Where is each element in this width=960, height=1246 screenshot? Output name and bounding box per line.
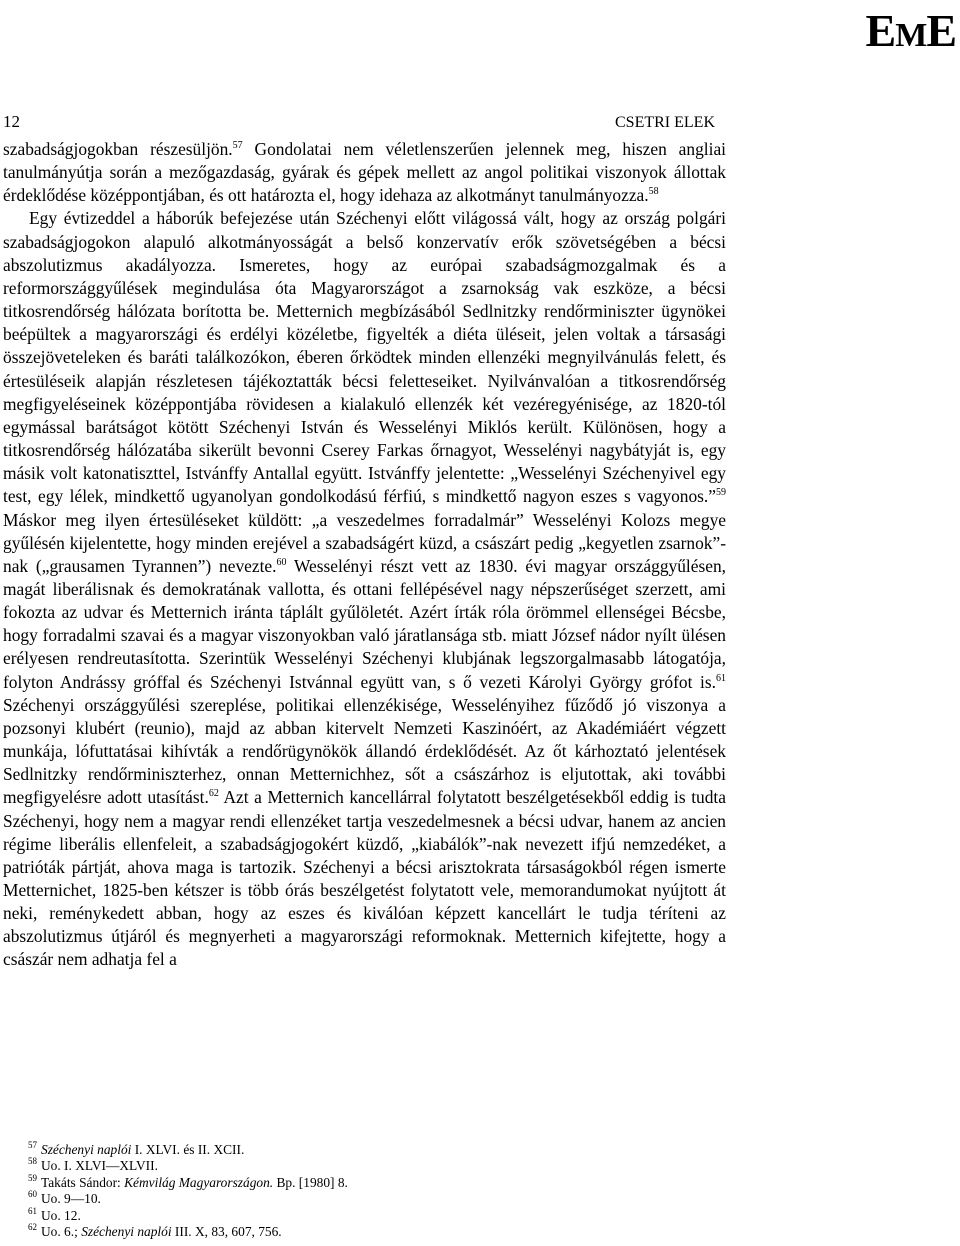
footnote-ref-59[interactable]: 59 [716, 487, 726, 499]
author-name: CSETRI ELEK [615, 114, 715, 131]
footnote-ref-58[interactable]: 58 [648, 186, 659, 198]
running-head [3, 112, 715, 134]
publisher-logo: EME [865, 5, 956, 56]
footnote-62: $^{62}$ Uo. 6.; Széchenyi naplói III. X, 83, 607, 756. [28, 1222, 282, 1240]
footnote-61: $^{61}$ Uo. 12. [28, 1205, 81, 1223]
footnote-59: $^{59}$ Takáts Sándor: Kémvilág Magyarországon. Bp. [1980] 8. [28, 1172, 348, 1190]
page-number: 12 [3, 112, 20, 131]
footnote-ref-60[interactable]: 60 [276, 556, 287, 568]
footnotes [28, 1142, 708, 1240]
paragraph-2: Egy évtizeddel a háborúk befejezése után Széchenyi előtt világossá vált, hogy az ország polgári szabadságjogokon alapuló alkotmányosságát a belső konzervatív erők szövetségében a bécsi abszolutizmus akadályozza. Ismeretes, hogy az európai szabadságmozgalmak és a reformországgyűlések megindulása óta Magyarországot a zsarnokság vak eszköze, a bécsi titkosrendőrség hálózata borította be. Metternich megbízásából Sedlnitzky rendőrminiszter ügynökei beépültek a magyarországi és erdélyi közéletbe, figyelték a diéta üléseit, jelen voltak a társasági összejöveteleken és baráti találkozókon, éberen őrködtek minden ellenzéki megnyilvánulás felett, és értesüléseik alapján részletesen tájékoztatták bécsi feletteseiket. Nyilvánvalóan a titkosrendőrség megfigyeléseinek középpontjába rövidesen a kialakuló ellenzék két vezéregyénisége, az 1820-tól egymással barátságot kötött Széchenyi István és Wesselényi Miklós került. Különösen, hogy a titkosrendőrség hálózatába sikerült bevonni Cserey Farkas őrnagyot, Wesselényi nagybátyját is, egy másik volt katonatiszttel, Istvánffy Antallal együtt. Istvánffy jelentette: „Wesselényi Széchenyivel egy test, egy lélek, mindkettő ugyanolyan gondolkodású férfiú, s mindkettő nagyon eszes s vagyonos.”$^{59}$ Máskor meg ilyen értesüléseket küldött: „a veszedelmes forradalmár” Wesselényi Kolozs megye gyűlésén kijelentette, hogy minden erejével a szabadságért küzd, a császárt pedig „kegyetlen zsarnok”-nak („grausamen Tyrannen”) nevezte.$^{60}$ Wesselényi részt vett az 1830. évi magyar országgyűlésen, magát liberálisnak és demokratának vallotta, és ottani fellépésével nagy népszerűséget szerzett, ami fokozta az udvar és Metternich iránta táplált gyűlöletét. Azért írták róla örömmel ellenségei Bécsbe, hogy forradalmi szavai és a magyar viszonyokban való járatlansága stb. miatt József nádor nyílt ülésen erélyesen rendreutasította. Szerintük Wesselényi Széchenyi klubjának legszorgalmasabb látogatója, folyton Andrássy gróffal és Széchenyi Istvánnal együtt van, s ő vezeti Károlyi György grófot is.$^{61}$ Széchenyi országgyűlési szereplése, politikai ellenzékisége, Wesselényihez fűződő jó viszonya a pozsonyi klubért (reunio), majd az abban kitervelt Nemzeti Kaszinóért, az Akadémiáért végzett munkája, lófuttatásai kihívták a rendőrügynökök állandó érdeklődését. Az őt kárhoztató jelentések Sedlnitzky rendőrminiszterhez, onnan Metternichhez, sőt a császárhoz is eljutottak, aki további megfigyelésre adott utasítást.$^{62}$ Azt a Metternich kancellárral folytatott beszélgetésekből eddig is tudta Széchenyi, hogy nem a magyar rendi ellenzéket tartja veszedelmesnek a bécsi udvar, hanem az ancien régime liberális ellenfeleit, a szabadságjogokért küzdő, „kiabálók”-nak nevezett ifjú nemzedéket, a patrióták pártját, ahova maga is tartozik. Széchenyi a bécsi arisztokrata társaságokból régen ismerte Metternichet, 1825-ben kétszer is több órás beszélgetést folytatott vele, memorandumokat nyújtott át neki, reménykedett abban, hogy az eszes és kiválóan képzett kancellárt le tudja téríteni az abszolutizmus útjáról és megnyerheti a magyarországi reformoknak. Metternich kifejtette, hogy a császár nem adhatja fel a [3, 208, 726, 970]
footnote-ref-57[interactable]: 57 [232, 140, 243, 151]
footnote-58: $^{58}$ Uo. I. XLVI—XLVII. [28, 1156, 158, 1174]
body-text [3, 138, 726, 972]
footnote-60: $^{60}$ Uo. 9—10. [28, 1189, 101, 1207]
footnote-57: $^{57}$ Széchenyi naplói I. XLVI. és II. XCII. [28, 1140, 245, 1157]
footnote-ref-61[interactable]: 61 [716, 672, 726, 684]
footnote-ref-62[interactable]: 62 [208, 788, 219, 800]
paragraph-1: szabadságjogokban részesüljön.$^{57}$ Gondolatai nem véletlenszerűen jelennek meg, hiszen angliai tanulmányútja során a mezőgazdaság, gyárak és gépek mellett az angol politikai viszonyok állottak érdeklődése középpontjában, és ott határozta el, hogy idehaza az alkotmányt tanulmányozza.$^{58}$ [3, 139, 726, 206]
